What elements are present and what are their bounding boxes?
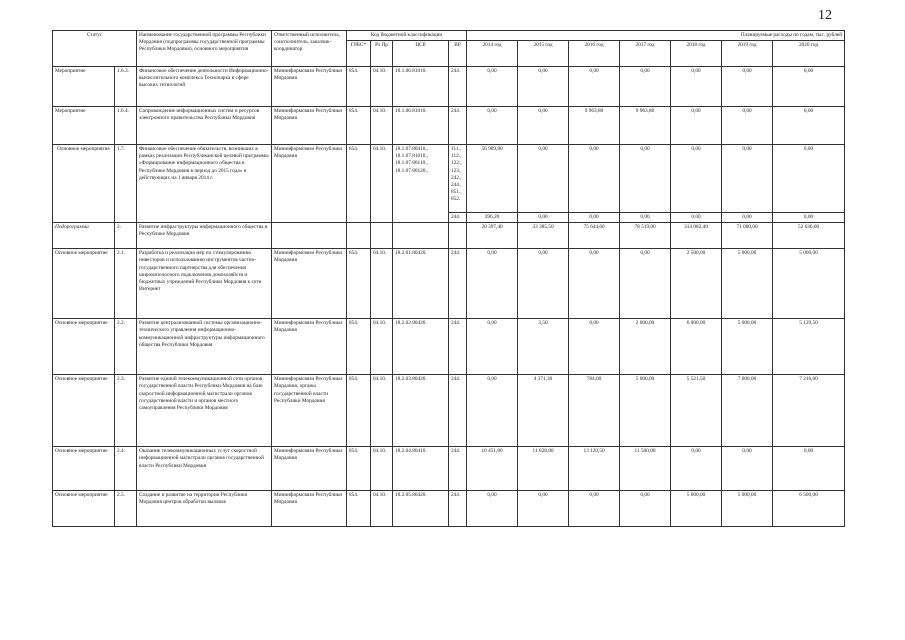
row-vr: 244. xyxy=(449,107,467,145)
row-rzpr: 04.10. xyxy=(371,375,393,447)
row-value: 2 500,00 xyxy=(671,249,722,319)
table-row xyxy=(53,249,845,319)
row-value: 0,00 xyxy=(773,107,845,145)
row-rzpr: 04.10. xyxy=(371,319,393,375)
row-number: 2.1. xyxy=(115,249,137,319)
row-vr: 244. xyxy=(449,447,467,491)
row-value: 0,00 xyxy=(773,213,845,223)
row-value: 71 000,00 xyxy=(722,223,773,249)
row-value: 0,00 xyxy=(467,107,518,145)
row-value: 56 909,80 xyxy=(467,145,518,213)
row-status: Основное мероприятие xyxy=(53,249,115,319)
row-responsible: Мининформсвязи Республики Мордовия xyxy=(272,249,347,319)
row-grbs: 854. xyxy=(347,107,371,145)
row-vr: 244. xyxy=(449,375,467,447)
row-value: 396,20 xyxy=(467,213,518,223)
row-vr: 244. xyxy=(449,319,467,375)
row-value: 5 000,00 xyxy=(722,319,773,375)
row-value: 0,00 xyxy=(467,491,518,527)
row-value: 9 963,80 xyxy=(620,107,671,145)
row-csr: 18.2.02.80420. xyxy=(393,319,449,375)
row-value: 0,00 xyxy=(773,145,845,213)
row-status: Подпрограмма xyxy=(53,223,115,249)
row-value: 0,00 xyxy=(671,67,722,107)
header-year: 2014 год xyxy=(467,41,518,67)
row-value: 0,00 xyxy=(620,491,671,527)
row-value: 0,00 xyxy=(467,67,518,107)
row-value: 0,00 xyxy=(569,491,620,527)
table-row xyxy=(53,447,845,491)
row-name: Финансовое обеспечение обязательств, возникших в рамках реализации Республиканской целевой программы «Формирование информационного общества в Республике Мордовия в период до 2015 года» и действующих на 1 января 2014 г. xyxy=(137,145,272,223)
row-status: Основное мероприятие xyxy=(53,375,115,447)
row-responsible: Мининформсвязи Республики Мордовия xyxy=(272,447,347,491)
table-row xyxy=(53,223,845,249)
header-name: Наименование государственной программы Республики Мордовия (подпрограммы государственной программы Республики Мордовия), основного мероприятия xyxy=(137,31,272,67)
row-value: 0,00 xyxy=(518,145,569,213)
row-responsible: Мининформсвязи Республики Мордовия xyxy=(272,319,347,375)
row-name: Разработка и реализация мер по стимулированию инвесторов и использованию инструментов частно-государственного партнерства для обеспечения широкополосного подключения домохозяйств и бюджетных учреждений Республики Мордовия к сети Интернет xyxy=(137,249,272,319)
header-year: 2017 год xyxy=(620,41,671,67)
row-responsible: Мининформсвязи Республики Мордовия xyxy=(272,67,347,107)
row-grbs: 854. xyxy=(347,447,371,491)
row-value: 0,00 xyxy=(518,249,569,319)
row-value: 75 644,60 xyxy=(569,223,620,249)
row-value: 0,00 xyxy=(671,447,722,491)
header-status: Статус xyxy=(53,31,137,67)
row-value: 7 216,00 xyxy=(773,375,845,447)
row-rzpr: 04.10. xyxy=(371,145,393,223)
row-rzpr: 04.10. xyxy=(371,107,393,145)
table-row xyxy=(53,491,845,527)
row-value: 0,00 xyxy=(773,67,845,107)
row-value: 0,00 xyxy=(671,107,722,145)
row-value: 6 000,00 xyxy=(671,319,722,375)
header-responsible: Ответственный исполнитель, соисполнитель, заказчик-координатор xyxy=(272,31,347,67)
row-value: 3,50 xyxy=(518,319,569,375)
row-value: 5 000,00 xyxy=(722,491,773,527)
row-status: Основное мероприятие xyxy=(53,491,115,527)
row-value: 0,00 xyxy=(722,447,773,491)
row-value: 0,00 xyxy=(518,107,569,145)
header-year: 2015 год xyxy=(518,41,569,67)
row-value: 0,00 xyxy=(518,67,569,107)
row-csr: 18.1.06.81010. xyxy=(393,107,449,145)
row-value: 33 385,50 xyxy=(518,223,569,249)
row-vr: 244. xyxy=(449,249,467,319)
row-value: 784,00 xyxy=(569,375,620,447)
row-value: 78 519,00 xyxy=(620,223,671,249)
row-csr: 18.2.01.80420. xyxy=(393,249,449,319)
row-status: Мероприятие xyxy=(53,67,115,107)
row-value: 0,00 xyxy=(467,375,518,447)
row-value: 0,00 xyxy=(722,67,773,107)
row-name: Развитие централизованной системы организационно-технического управления информационно-коммуникационной инфраструктуры информационного общества Республики Мордовия xyxy=(137,319,272,375)
table-row xyxy=(53,145,845,213)
header-grbs: ГРБС* xyxy=(347,41,371,67)
row-number: 2.5. xyxy=(115,491,137,527)
header-year: 2019 год xyxy=(722,41,773,67)
row-value: 0,00 xyxy=(467,319,518,375)
row-value: 0,00 xyxy=(569,319,620,375)
budget-table xyxy=(52,30,845,527)
row-value: 314 082,40 xyxy=(671,223,722,249)
header-csr: ЦСР xyxy=(393,41,449,67)
row-csr: 18.2.04.80410. xyxy=(393,447,449,491)
row-number: 1.6.4. xyxy=(115,107,137,145)
row-value: 5 000,00 xyxy=(620,375,671,447)
row-value: 0,00 xyxy=(620,249,671,319)
row-csr: 18.2.05.80420. xyxy=(393,491,449,527)
row-status: Основное мероприятие xyxy=(53,319,115,375)
row-value: 20 397,40 xyxy=(467,223,518,249)
row-value: 0,00 xyxy=(773,447,845,491)
header-code-group: Код бюджетной классификации xyxy=(347,31,467,41)
row-value: 0,00 xyxy=(722,145,773,213)
row-value: 5 000,00 xyxy=(671,491,722,527)
row-number: 1.6.3. xyxy=(115,67,137,107)
row-value: 0,00 xyxy=(620,67,671,107)
row-value: 10 451,80 xyxy=(467,447,518,491)
row-value: 13 120,50 xyxy=(569,447,620,491)
page-number: 12 xyxy=(818,8,832,23)
row-number: 2. xyxy=(115,223,137,249)
row-grbs: 854. xyxy=(347,319,371,375)
row-rzpr: 04.10. xyxy=(371,491,393,527)
row-value: 2 000,00 xyxy=(620,319,671,375)
row-vr: 244. xyxy=(449,213,467,223)
header-vr: ВР xyxy=(449,41,467,67)
table-row xyxy=(53,107,845,145)
row-value: 11 828,80 xyxy=(518,447,569,491)
row-csr: 18.1.06.81010. xyxy=(393,67,449,107)
row-status: Основное мероприятие xyxy=(53,145,115,223)
row-value: 5 521,50 xyxy=(671,375,722,447)
row-vr: 244. xyxy=(449,67,467,107)
row-value: 6 500,00 xyxy=(773,491,845,527)
row-value: 0,00 xyxy=(569,67,620,107)
row-grbs: 854. xyxy=(347,67,371,107)
header-expenses-group: Планируемые расходы по годам, тыс. рублей xyxy=(467,31,845,41)
header-year: 2016 год xyxy=(569,41,620,67)
table-row xyxy=(53,375,845,447)
row-number: 1.7. xyxy=(115,145,137,223)
row-value: 0,00 xyxy=(467,249,518,319)
row-vr: 111., 112., 122., 123., 242., 244., 851., 852. xyxy=(449,145,467,213)
table-row xyxy=(53,67,845,107)
row-value: 0,00 xyxy=(722,107,773,145)
row-grbs: 854. xyxy=(347,375,371,447)
row-value: 0,00 xyxy=(518,491,569,527)
row-name: Сопровождение информационных систем и ресурсов электронного правительства Республики Мордовия xyxy=(137,107,272,145)
row-value: 0,00 xyxy=(620,145,671,213)
row-responsible: Мининформсвязи Республики Мордовия, органы государственной власти Республики Мордовия xyxy=(272,375,347,447)
row-status: Мероприятие xyxy=(53,107,115,145)
row-status: Основное мероприятие xyxy=(53,447,115,491)
row-grbs: 854. xyxy=(347,249,371,319)
row-name: Оказание телекоммуникационных услуг скоростной информационной магистрали органов государственной власти Республики Мордовия xyxy=(137,447,272,491)
row-value: 5 129,50 xyxy=(773,319,845,375)
row-value: 0,00 xyxy=(569,145,620,213)
header-rzpr: Рз Пр xyxy=(371,41,393,67)
row-csr: 18.1.07.80410., 18.1.07.81010., 18.1.07.80110., 18.1.07.80120., xyxy=(393,145,449,223)
row-value: 0,00 xyxy=(722,213,773,223)
row-vr: 244. xyxy=(449,491,467,527)
row-value: 0,00 xyxy=(671,145,722,213)
row-value: 5 000,00 xyxy=(773,249,845,319)
row-rzpr: 04.10. xyxy=(371,447,393,491)
row-rzpr: 04.10. xyxy=(371,67,393,107)
row-value: 52 636,00 xyxy=(773,223,845,249)
row-grbs: 854. xyxy=(347,491,371,527)
row-value: 0,00 xyxy=(620,213,671,223)
row-name: Развитие инфраструктуры информационного общества в Республике Мордовия xyxy=(137,223,272,249)
row-value: 0,00 xyxy=(569,249,620,319)
row-value: 9 963,80 xyxy=(569,107,620,145)
row-csr: 18.2.03.80420. xyxy=(393,375,449,447)
row-responsible: Мининформсвязи Республики Мордовия xyxy=(272,107,347,145)
row-number: 2.2. xyxy=(115,319,137,375)
row-name: Создание и развитие на территории Республики Мордовия центров обработки вызовов xyxy=(137,491,272,527)
row-value: 0,00 xyxy=(569,213,620,223)
table-row xyxy=(53,319,845,375)
header-year: 2020 год xyxy=(773,41,845,67)
row-responsible: Мининформсвязи Республики Мордовия xyxy=(272,145,347,223)
row-value: 5 000,00 xyxy=(722,249,773,319)
row-rzpr: 04.10. xyxy=(371,249,393,319)
row-number: 2.4. xyxy=(115,447,137,491)
row-value: 7 000,00 xyxy=(722,375,773,447)
row-value: 4 371,30 xyxy=(518,375,569,447)
row-value: 0,00 xyxy=(671,213,722,223)
row-grbs: 854. xyxy=(347,145,371,223)
row-number: 2.3. xyxy=(115,375,137,447)
header-year: 2018 год xyxy=(671,41,722,67)
row-value: 0,00 xyxy=(518,213,569,223)
row-value: 11 500,00 xyxy=(620,447,671,491)
row-name: Развитие единой телекоммуникационной сети органов государственной власти Республики Мордовия на базе скоростной информационной магистрали органов государственной власти и органов местного самоуправления Республики Мордовия xyxy=(137,375,272,447)
row-responsible: Мининформсвязи Республики Мордовия xyxy=(272,491,347,527)
row-name: Финансовое обеспечение деятельности Информационно-вычислительного комплекса Технопарка в сфере высоких технологий xyxy=(137,67,272,107)
